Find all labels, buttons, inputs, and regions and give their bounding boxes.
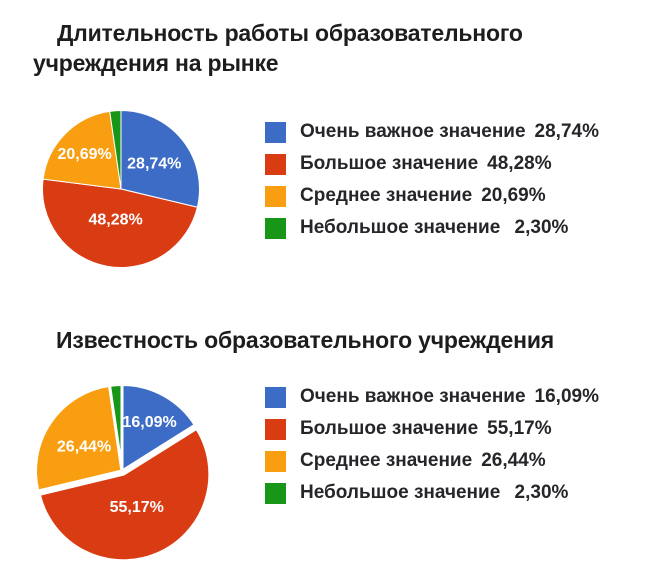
- chart-1-title-line-1: Длительность работы образовательного: [57, 20, 523, 46]
- legend-swatch-blue: [265, 122, 286, 143]
- legend-item: [265, 418, 599, 440]
- legend-swatch-blue: [265, 387, 286, 408]
- legend-item: [265, 450, 599, 472]
- chart-1-title-line-2: учреждения на рынке: [33, 50, 279, 76]
- legend-swatch-red: [265, 419, 286, 440]
- pie-slice-label-0: 16,09%: [122, 414, 177, 432]
- pie-slice-label-1: 48,28%: [88, 211, 143, 229]
- legend-value: 16,09%: [534, 386, 599, 407]
- chart-2-title: [56, 325, 636, 355]
- chart-1-title: [33, 18, 613, 78]
- legend-label: Среднее значение: [300, 450, 473, 471]
- legend-value: 2,30%: [509, 482, 569, 503]
- legend-swatch-orange: [265, 451, 286, 472]
- legend-value: 20,69%: [481, 185, 546, 206]
- legend-item: [265, 121, 599, 143]
- pie-slice-label-2: 20,69%: [57, 146, 112, 164]
- legend-swatch-green: [265, 218, 286, 239]
- legend-item: [265, 153, 599, 175]
- pie-chart-1: [30, 98, 230, 293]
- legend-label: Большое значение: [300, 418, 479, 439]
- legend-item: [265, 482, 599, 504]
- legend-label: Очень важное значение: [300, 386, 526, 407]
- legend-value: 55,17%: [487, 418, 552, 439]
- pie-slice-label-2: 26,44%: [56, 438, 112, 456]
- chart-2-title-line-1: Известность образовательного учреждения: [56, 327, 554, 353]
- legend-swatch-green: [265, 483, 286, 504]
- legend-value: 48,28%: [487, 153, 552, 174]
- pie-chart-2: [28, 377, 228, 572]
- chart-2-legend: [265, 386, 599, 514]
- pie-slice-label-0: 28,74%: [127, 155, 182, 173]
- legend-item: [265, 217, 599, 239]
- legend-label: Большое значение: [300, 153, 479, 174]
- legend-item: [265, 185, 599, 207]
- legend-swatch-orange: [265, 186, 286, 207]
- legend-label: Небольшое значение: [300, 217, 501, 238]
- legend-label: Среднее значение: [300, 185, 473, 206]
- legend-label: Небольшое значение: [300, 482, 501, 503]
- legend-label: Очень важное значение: [300, 121, 526, 142]
- legend-value: 28,74%: [534, 121, 599, 142]
- chart-1-legend: [265, 121, 599, 249]
- legend-value: 26,44%: [481, 450, 546, 471]
- legend-value: 2,30%: [509, 217, 569, 238]
- pie-slice-label-1: 55,17%: [109, 499, 164, 517]
- legend-item: [265, 386, 599, 408]
- legend-swatch-red: [265, 154, 286, 175]
